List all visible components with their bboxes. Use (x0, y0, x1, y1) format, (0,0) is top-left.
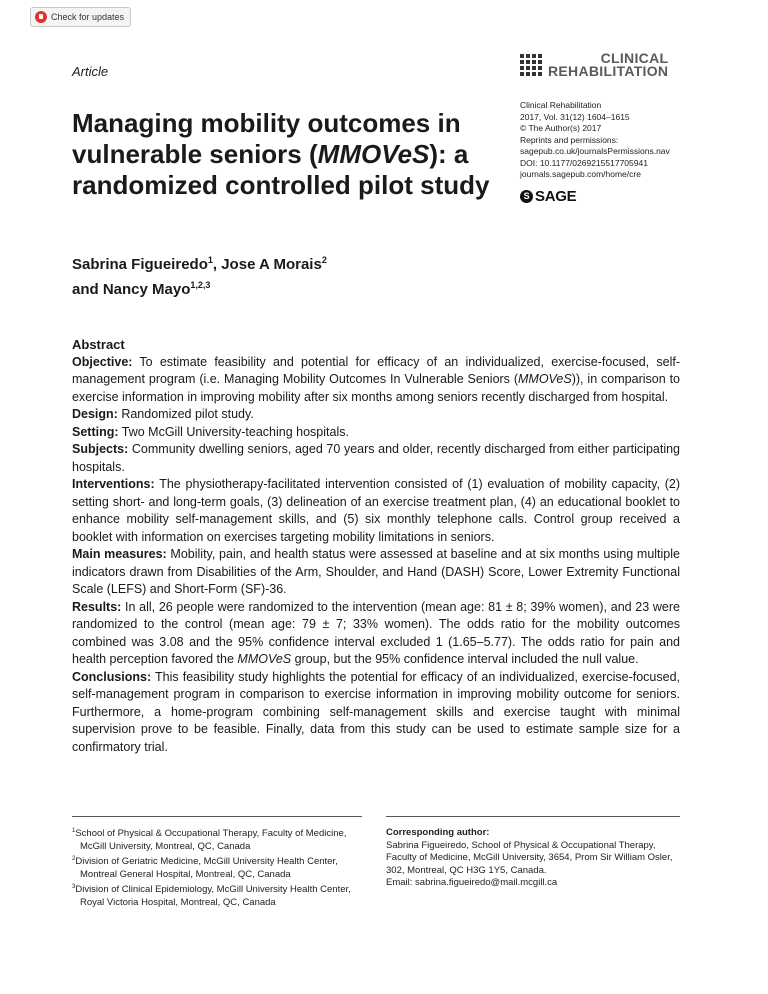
corresponding-author (386, 827, 686, 890)
journal-volume: 2017, Vol. 31(12) 1604–1615 (520, 111, 630, 122)
abstract-results: Results: In all, 26 people were randomized to the intervention (mean age: 81 ± 8; 39% women), and 23 were randomized to the control (mean age: 79 ± 7; 33% women). The odds ratio for the mobility outcomes combined was 3.08 and the 95% confidence interval excluded 1 (1.65–5.77). The odds ratio for pain and health perception favored the MMOVeS group, but the 95% confidence interval included the null value. (72, 599, 680, 666)
footnote-divider (386, 816, 680, 817)
check-for-updates-label: Check for updates (51, 12, 125, 22)
author-name: Sabrina Figueiredo (72, 256, 208, 273)
copyright: © The Author(s) 2017 (520, 123, 602, 133)
affiliations (72, 825, 372, 909)
article-type: Article (72, 64, 109, 79)
abstract-setting: Setting: Two McGill University-teaching hospitals. (72, 424, 349, 439)
journal-info (520, 100, 720, 181)
journal-logo-icon (520, 54, 542, 76)
journal-name: Clinical Rehabilitation (520, 100, 602, 110)
corresponding-author-heading: Corresponding author: (386, 827, 490, 838)
journal-brand (520, 52, 668, 78)
journal-brand-name: CLINICAL REHABILITATION (548, 50, 669, 79)
abstract-measures: Main measures: Mobility, pain, and health status were assessed at baseline and at six months using multiple indicators drawn from Disabilities of the Arm, Shoulder, and Hand (DASH) Score, Lower Extremity Functional Scale (LEFS) and Short-Form (SF)-36. (72, 547, 680, 596)
abstract-subjects: Subjects: Community dwelling seniors, aged 70 years and older, recently discharged from either participating hospitals. (72, 442, 680, 474)
publisher-logo (520, 188, 576, 205)
permissions-link[interactable]: sagepub.co.uk/journalsPermissions.nav (520, 146, 670, 156)
abstract-interventions: Interventions: The physiotherapy-facilitated intervention consisted of (1) evaluation of mobility capacity, (2) setting short- and long-term goals, (3) delineation of an exercise treatment plan, (4) an educational booklet to enhance mobility self-management skills, and (5) six monthly telephone calls. Control group received a booklet with information on exercises targeting mobility limitations in seniors. (72, 477, 680, 544)
author-list: Sabrina Figueiredo$^1$, Jose A Morais$^2$ and Nancy Mayo$^{1,2,3}$ (72, 255, 327, 298)
abstract-design: Design: Randomized pilot study. (72, 407, 254, 421)
affiliation-item: $^3$Division of Clinical Epidemiology, McGill University Health Center, Royal Victoria Hospital, Montreal, QC, Canada (72, 884, 351, 908)
bookmark-icon (35, 11, 47, 23)
check-for-updates-button[interactable] (30, 7, 131, 27)
doi[interactable]: DOI: 10.1177/0269215517705941 (520, 157, 648, 168)
abstract-objective: Objective: To estimate feasibility and potential for efficacy of an individualized, exercise-focused, self-management program (i.e. Managing Mobility Outcomes In Vulnerable Seniors (MMOVeS)), in comparison to exercise information in improving mobility after six months among seniors recently discharged from hospital. (72, 354, 680, 404)
abstract (72, 336, 680, 756)
abstract-conclusions: Conclusions: This feasibility study highlights the potential for efficacy of an individualized, exercise-focused, self-management program in comparison to exercise information in improving mobility outcome for seniors. Furthermore, a home-program combining self-management skills and exercise taught with minimal supervision prove to be feasible. Finally, data from this study can be used to estimate sample size for a confirmatory trial. (72, 669, 680, 754)
corresponding-author-email[interactable]: Email: sabrina.figueiredo@mail.mcgill.ca (386, 877, 558, 888)
publisher-name: SAGE (535, 188, 577, 205)
affiliation-item: $^2$Division of Geriatric Medicine, McGill University Health Center, Montreal General Hospital, Montreal, QC, Canada (72, 856, 338, 880)
journal-link[interactable]: journals.sagepub.com/home/cre (520, 169, 641, 179)
article-title: Managing mobility outcomes in vulnerable seniors (MMOVeS): a randomized controlled pilot study (72, 108, 490, 200)
reprints-label: Reprints and permissions: (520, 134, 619, 145)
abstract-heading: Abstract (72, 337, 125, 352)
author-name: Jose A Morais (221, 256, 322, 273)
affiliation-item: $^1$School of Physical & Occupational Therapy, Faculty of Medicine, McGill University, Montreal, QC, Canada (72, 828, 347, 852)
footnote-divider (72, 816, 362, 817)
corresponding-author-address: Sabrina Figueiredo, School of Physical & Occupational Therapy, Faculty of Medicine, McGill University, 3654, Prom Sir William Osler, 302, Montreal, QC H3G 1Y5, Canada. (386, 839, 673, 876)
author-name: Nancy Mayo (102, 281, 191, 298)
sage-logo-icon: S (520, 190, 533, 203)
